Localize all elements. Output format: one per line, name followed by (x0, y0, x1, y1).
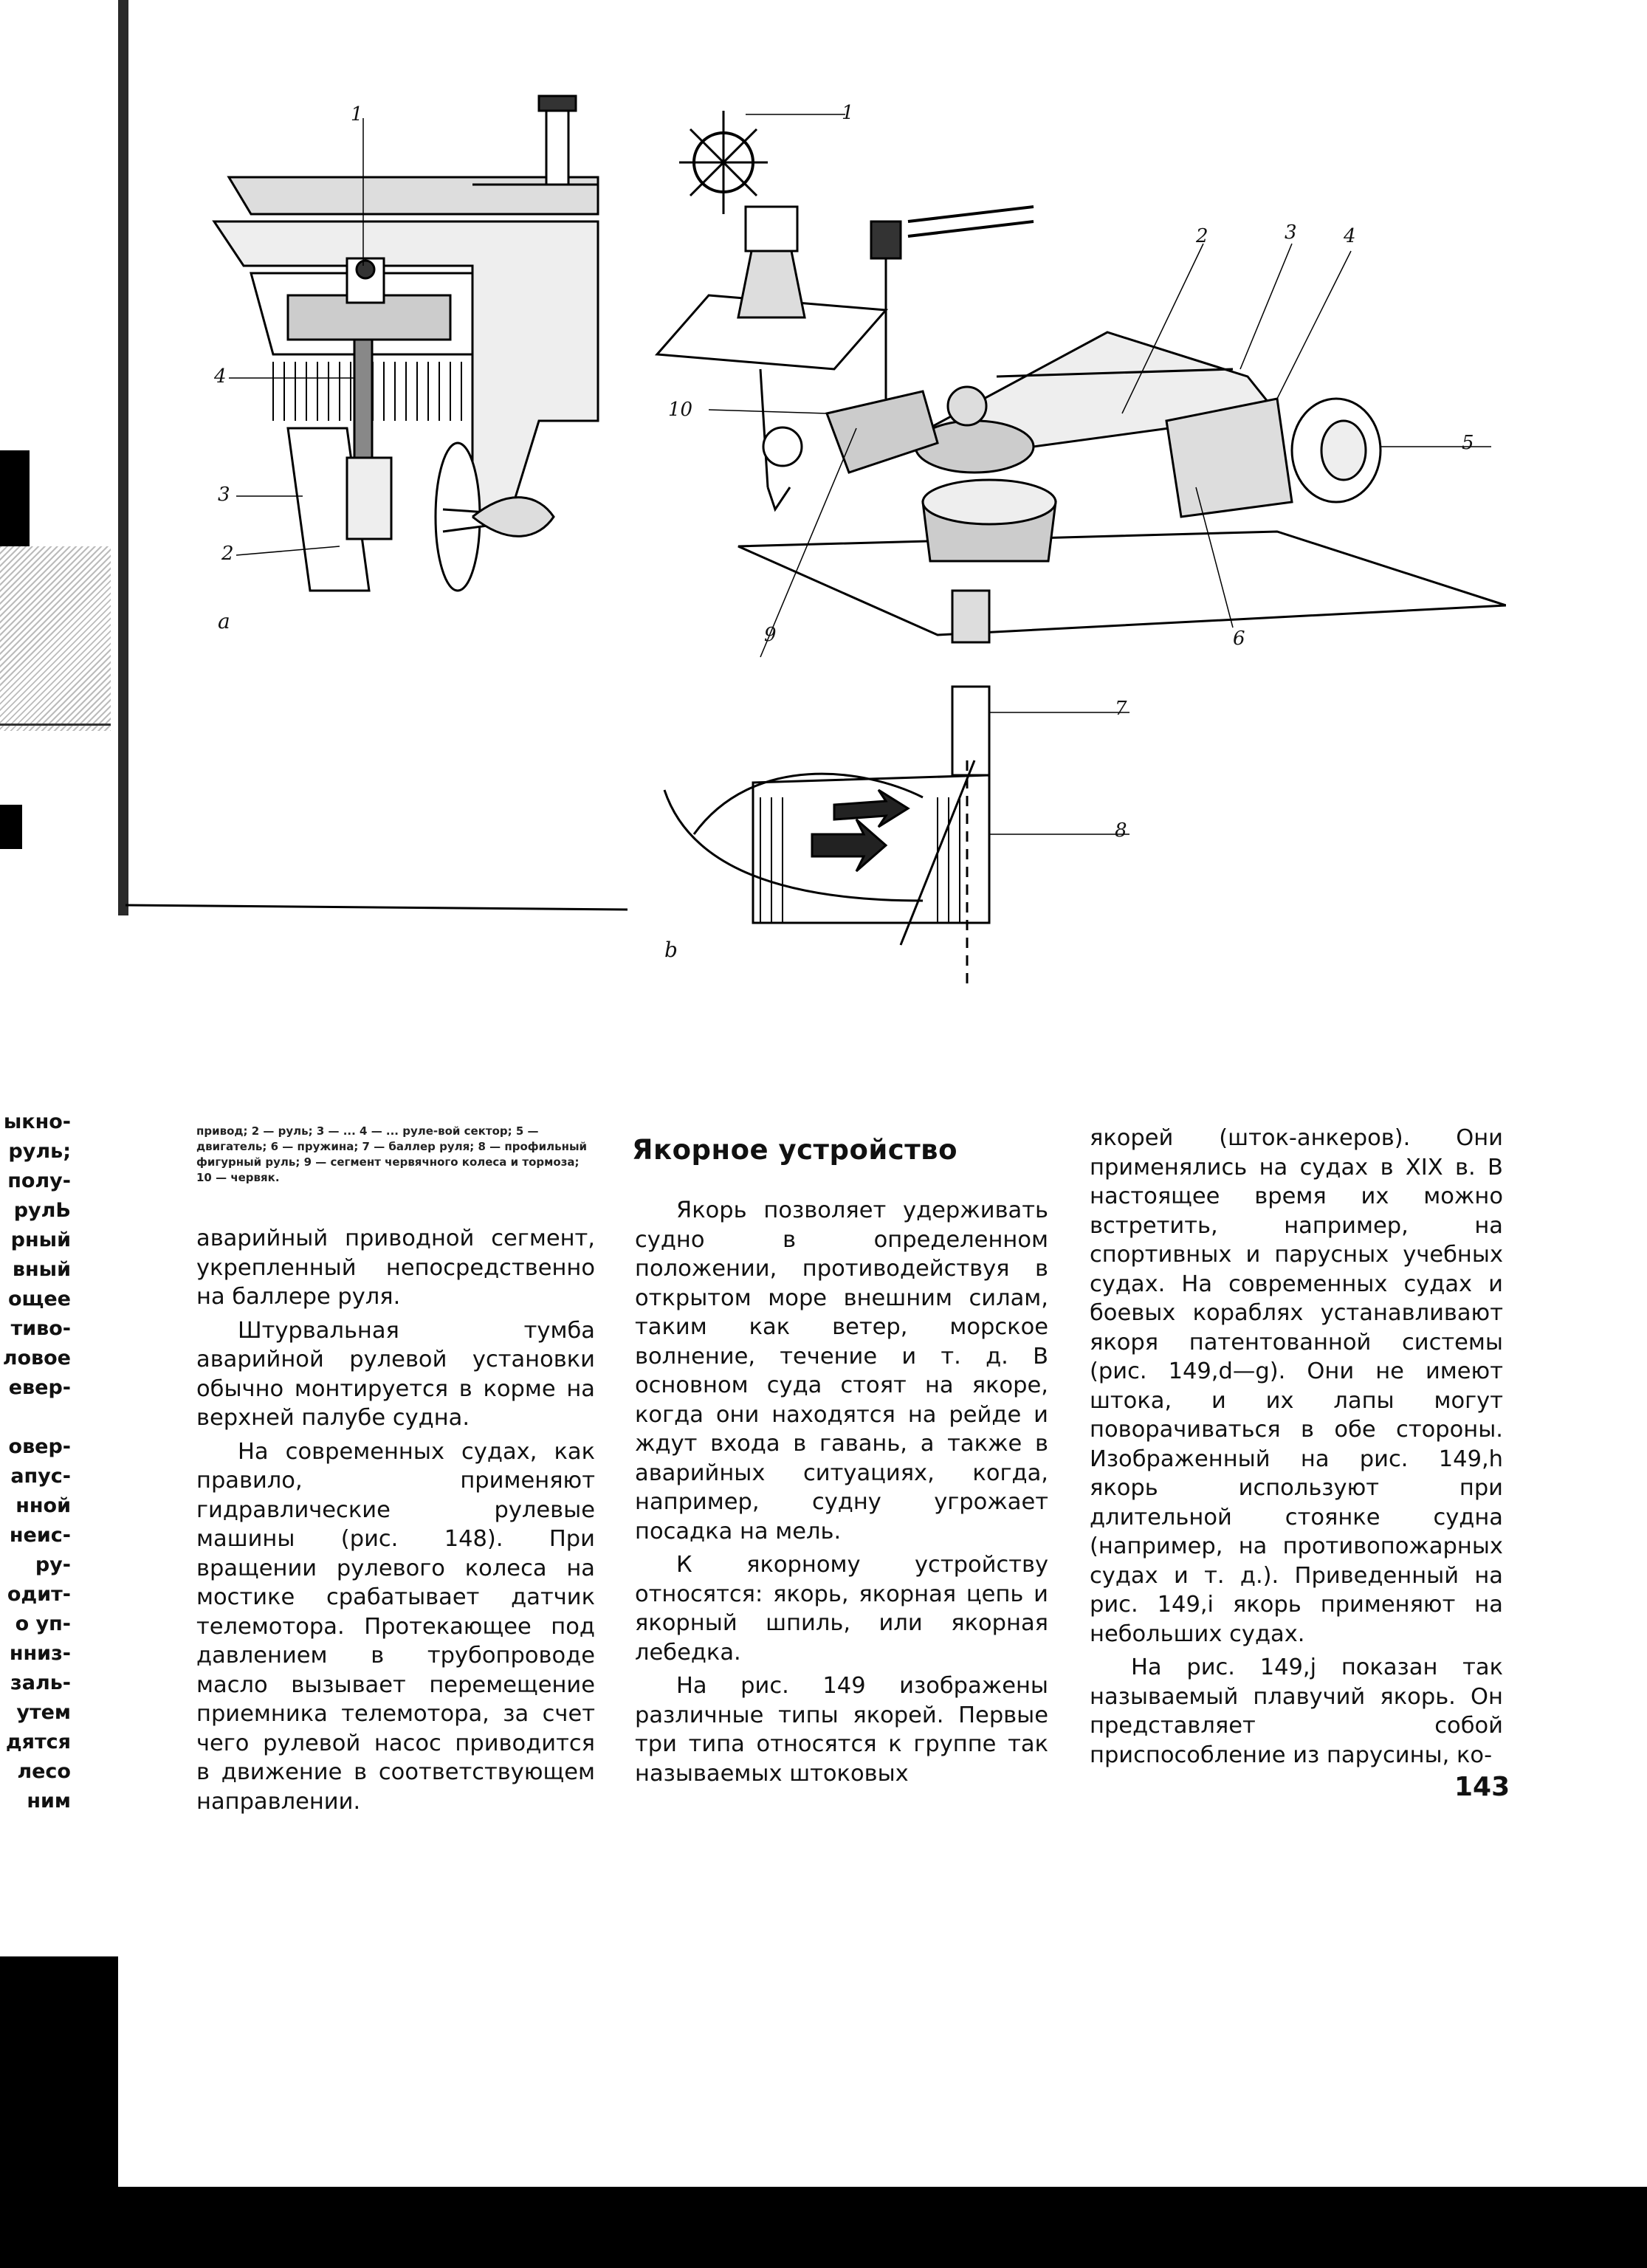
label-a-3: 3 (218, 484, 230, 506)
label-b-7: 7 (1115, 698, 1127, 720)
text-column-2 (635, 1196, 1048, 1793)
label-b-2: 2 (1196, 225, 1208, 247)
paragraph: К якорному устройству относятся: якорь, якорная цепь и якорный шпиль, или якорная лебедка. (635, 1552, 1048, 1666)
paragraph: аварийный приводной сегмент, укрепленный непосредственно на баллере руля. (196, 1226, 595, 1310)
label-a-2: 2 (221, 543, 234, 565)
figure-caption: привод; 2 — руль; 3 — ... 4 — ... руле-вой сектор; 5 — двигатель; 6 — пружина; 7 — баллер руля; 8 — профильный фигурный руль; 9 — сегмент червячного колеса и тормоза; 10 — червяк. (196, 1124, 588, 1184)
page-number: 143 (1454, 1772, 1510, 1802)
text-column-3 (1090, 1124, 1503, 1774)
label-b-8: 8 (1115, 819, 1127, 842)
label-b-6: 6 (1233, 628, 1245, 650)
figure-divider-line (125, 905, 627, 910)
paragraph: якорей (шток-анкеров). Они применялись на судах в XIX в. В настоящее время их можно встретить, например, на спортивных и парусных учебных судах. На современных судах и боевых кораблях устанавливают якоря патентованной системы (рис. 149,d—g). Они не имеют штока, и их лапы могут поворачиваться в обе стороны. Изображенный на рис. 149,h якорь используют при длительной стоянке судна (например, на противопожарных судах и т. д.). Приведенный на рис. 149,i якорь применяют на небольших судах. (1090, 1125, 1503, 1647)
label-b-3: 3 (1285, 221, 1297, 244)
text-column-1 (196, 1224, 595, 1821)
paragraph: Якорь позволяет удерживать судно в определенном положении, противодействуя в открытом море внешним силам, таким как ветер, морское волнение, течение и т. д. В основном суда стоят на якоре, когда они находятся на рейде и ждут входа в гавань, а также в аварийных ситуациях, когда, например, судну угрожает посадка на мель. (635, 1197, 1048, 1544)
label-b-5: 5 (1462, 432, 1474, 454)
previous-page-illustration-fragment (0, 724, 111, 901)
label-a-1: 1 (351, 103, 363, 126)
paragraph: Штурвальная тумба аварийной рулевой установки обычно монтируется в корме на верхней палубе судна. (196, 1317, 595, 1431)
previous-page-column: ыкно- руль; полу- рулЬ рный вный ощее тиво- ловое евер- овер- апус- нной неис- ру- одит- о уп- нниз- заль- утем дятся лесо ним (2, 1110, 71, 1812)
steering-gear-figure (125, 74, 1506, 989)
figure-a-letter: a (218, 609, 230, 633)
scan-bottom-edge (0, 2187, 1647, 2268)
paragraph: На современных судах, как правило, применяют гидравлические рулевые машины (рис. 148). При вращении рулевого колеса на мостике срабатывает датчик телемотора. Протекающее под давлением в трубопроводе масло вызывает перемещение приемника телемотора, за счет чего рулевой насос приводится в движение в соответствующем направлении. (196, 1438, 595, 1815)
scan-dark-mark (0, 450, 30, 546)
label-b-1: 1 (842, 102, 854, 124)
label-b-10: 10 (668, 399, 693, 421)
paragraph: На рис. 149 изображены различные типы якорей. Первые три типа относятся к группе так называемых штоковых (635, 1673, 1048, 1787)
figure-b-letter: b (664, 938, 678, 962)
paragraph: На рис. 149,j показан так называемый плавучий якорь. Он представляет собой приспособление из парусины, ко- (1090, 1654, 1503, 1768)
figure-illustration (125, 74, 1506, 989)
label-b-4: 4 (1344, 225, 1356, 247)
section-heading: Якорное устройство (632, 1134, 958, 1166)
label-b-9: 9 (764, 624, 777, 646)
label-a-4: 4 (214, 365, 227, 388)
figure-a-stern-drawing (214, 96, 598, 591)
previous-page-illustration-fragment (0, 546, 111, 731)
figure-b-steering-gear-drawing (657, 111, 1506, 989)
